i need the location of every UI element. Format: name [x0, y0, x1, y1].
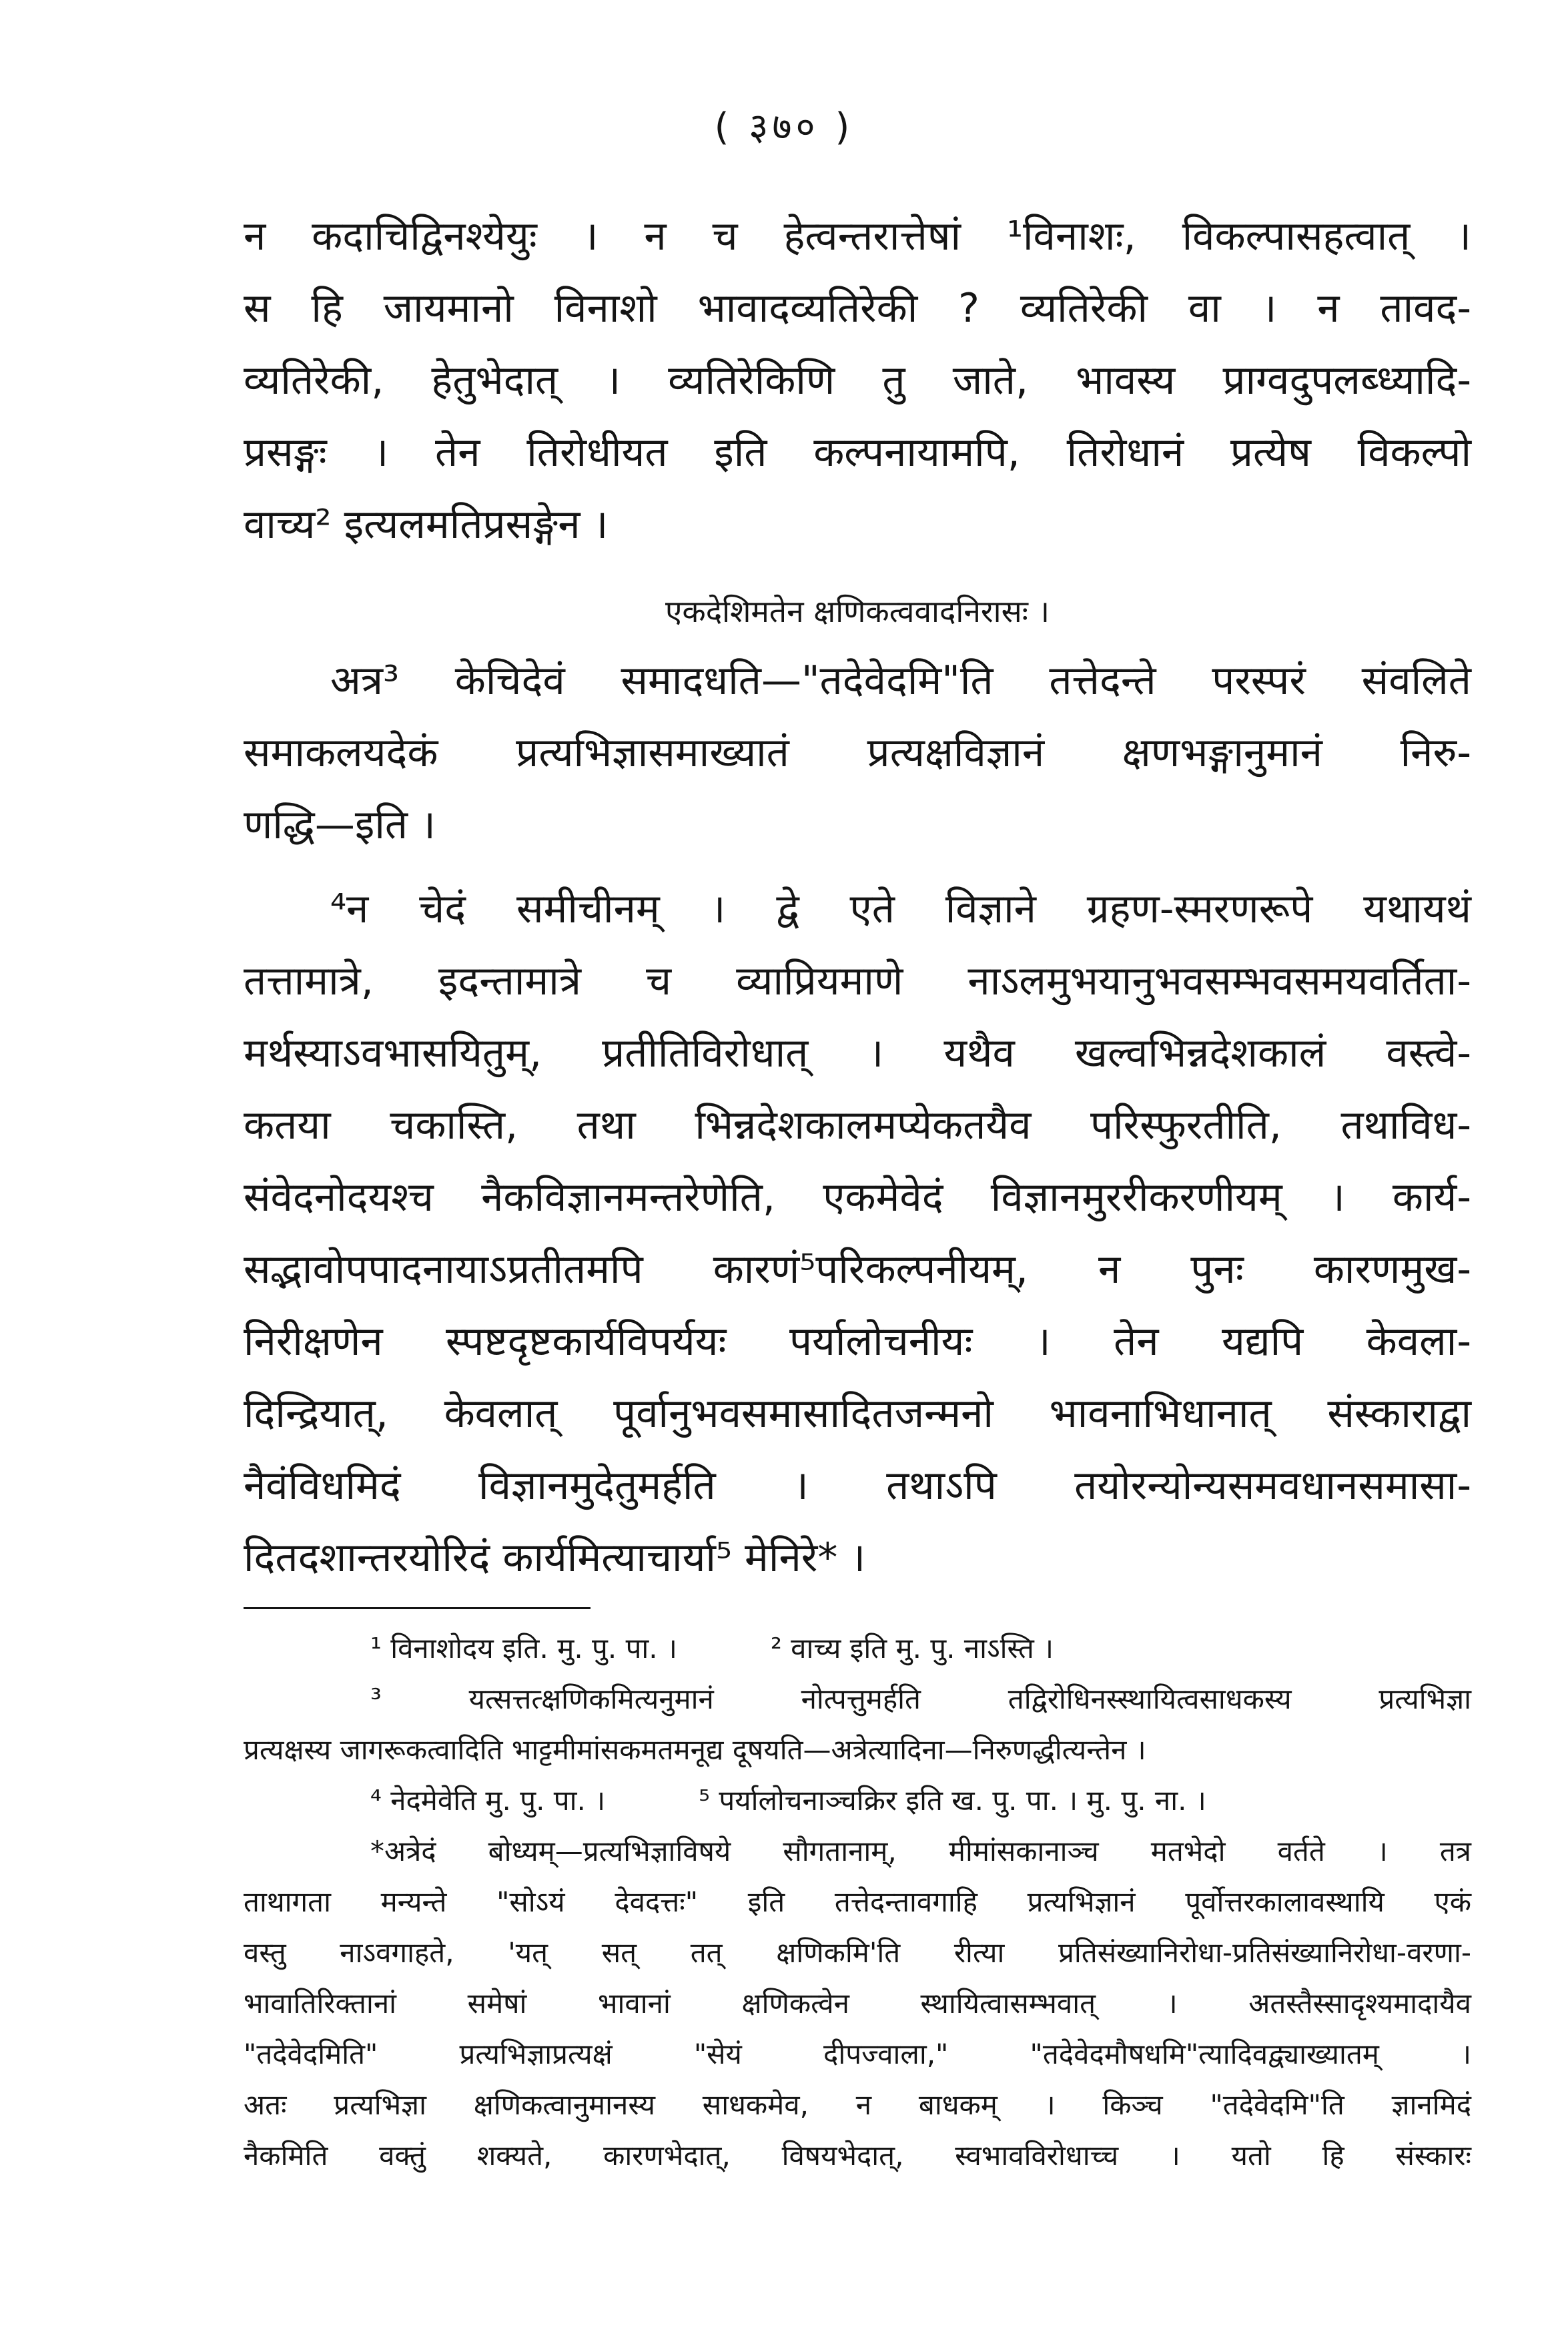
- footnote-divider: [244, 1607, 591, 1609]
- footnote-2: ² वाच्य इति मु. पु. नाऽस्ति ।: [770, 1632, 1054, 1665]
- text-line: प्रसङ्गः । तेन तिरोधीयत इति कल्पनायामपि, तिरोधानं प्रत्येष विकल्पो: [244, 429, 1471, 476]
- footnote-4: ⁴ नेदमेवेति मु. पु. पा. ।: [370, 1784, 606, 1817]
- footnote-star-cont: नैकमिति वक्तुं शक्यते, कारणभेदात्, विषयभेदात्, स्वभावविरोधाच्च । यतो हि संस्कारः: [244, 2139, 1471, 2172]
- text-line: सद्भावोपपादनायाऽप्रतीतमपि कारणं⁵परिकल्पनीयम्, न पुनः कारणमुख-: [244, 1246, 1471, 1293]
- text-line: न कदाचिद्विनश्येयुः । न च हेत्वन्तरात्तेषां ¹विनाशः, विकल्पासहत्वात् ।: [244, 213, 1471, 260]
- footnote-star-cont: ताथागता मन्यन्ते "सोऽयं देवदत्तः" इति तत्तेदन्तावगाहि प्रत्यभिज्ञानं पूर्वोत्तरकालावस्थायि एकं: [244, 1885, 1471, 1918]
- text-line: नैवंविधमिदं विज्ञानमुदेतुमर्हति । तथाऽपि तयोरन्योन्यसमवधानसमासा-: [244, 1462, 1471, 1509]
- footnote-star-cont: "तदेवेदमिति" प्रत्यभिज्ञाप्रत्यक्षं "सेयं दीपज्वाला," "तदेवेदमौषधमि"त्यादिवद्व्याख्यातम् ।: [244, 2038, 1471, 2070]
- main-text: [244, 200, 1471, 1594]
- text-line: संवेदनोदयश्च नैकविज्ञानमन्तरेणेति, एकमेवेदं विज्ञानमुररीकरणीयम् । कार्य-: [244, 1174, 1471, 1221]
- text-line: कतया चकास्ति, तथा भिन्नदेशकालमप्येकतयैव परिस्फुरतीति, तथाविध-: [244, 1102, 1471, 1149]
- footnote-5: ⁵ पर्यालोचनाञ्चक्रिर इति ख. पु. पा. । मु. पु. ना. ।: [699, 1784, 1206, 1817]
- page-number: ( ३७० ): [714, 105, 854, 149]
- footnote-star: *अत्रेदं बोध्यम्—प्रत्यभिज्ञाविषये सौगतानाम्, मीमांसकानाञ्च मतभेदो वर्तते । तत्र: [370, 1835, 1471, 1867]
- text-line: दिन्द्रियात्, केवलात् पूर्वानुभवसमासादितजन्मनो भावनाभिधानात् संस्काराद्वा: [244, 1390, 1471, 1437]
- text-line: स हि जायमानो विनाशो भावादव्यतिरेकी ? व्यतिरेकी वा । न तावद-: [244, 285, 1471, 332]
- section-heading: एकदेशिमतेन क्षणिकत्ववादनिरासः ।: [665, 593, 1050, 629]
- footnote-3: ³ यत्सत्तत्क्षणिकमित्यनुमानं नोत्पत्तुमर्हति तद्विरोधिनस्स्थायित्वसाधकस्य प्रत्यभिज्ञा: [370, 1683, 1471, 1715]
- footnote-star-cont: अतः प्रत्यभिज्ञा क्षणिकत्वानुमानस्य साधकमेव, न बाधकम् । किञ्च "तदेवेदमि"ति ज्ञानमिदं: [244, 2088, 1471, 2121]
- footnote-star-cont: वस्तु नाऽवगाहते, 'यत् सत् तत् क्षणिकमि'ति रीत्या प्रतिसंख्यानिरोधा-प्रतिसंख्यानिरोधा-वरणा-: [244, 1936, 1471, 1969]
- text-line: व्यतिरेकी, हेतुभेदात् । व्यतिरेकिणि तु जाते, भावस्य प्राग्वदुपलब्ध्यादि-: [244, 357, 1471, 404]
- text-line: वाच्य² इत्यलमतिप्रसङ्गेन ।: [244, 501, 609, 548]
- text-line: मर्थस्याऽवभासयितुम्, प्रतीतिविरोधात् । यथैव खल्वभिन्नदेशकालं वस्त्वे-: [244, 1030, 1471, 1077]
- text-line: समाकलयदेकं प्रत्यभिज्ञासमाख्यातं प्रत्यक्षविज्ञानं क्षणभङ्गानुमानं निरु-: [244, 729, 1471, 776]
- text-line: ⁴न चेदं समीचीनम् । द्वे एते विज्ञाने ग्रहण-स्मरणरूपे यथायथं: [330, 886, 1471, 932]
- text-line: णद्धि—इति ।: [244, 802, 436, 848]
- footnote-3-cont: प्रत्यक्षस्य जागरूकत्वादिति भाट्टमीमांसकमतमनूद्य दूषयति—अत्रेत्यादिना—निरुणद्धीत्यन्तेन ।: [244, 1733, 1146, 1766]
- text-line: अत्र³ केचिदेवं समादधति—"तदेवेदमि"ति तत्तेदन्ते परस्परं संवलिते: [330, 657, 1471, 704]
- footnote-line: [244, 1623, 1471, 1674]
- text-line: तत्तामात्रे, इदन्तामात्रे च व्याप्रियमाणे नाऽलमुभयानुभवसम्भवसमयवर्तिता-: [244, 958, 1471, 1004]
- footnote-line: [244, 1775, 1471, 1826]
- footnotes: [244, 1623, 1471, 2181]
- text-line: निरीक्षणेन स्पष्टदृष्टकार्यविपर्ययः पर्यालोचनीयः । तेन यद्यपि केवला-: [244, 1318, 1471, 1365]
- footnote-star-cont: भावातिरिक्तानां समेषां भावानां क्षणिकत्वेन स्थायित्वासम्भवात् । अतस्तैस्सादृश्यमादायैव: [244, 1987, 1471, 2020]
- footnote-1: ¹ विनाशोदय इति. मु. पु. पा. ।: [370, 1632, 677, 1665]
- text-line: दितदशान्तरयोरिदं कार्यमित्याचार्या⁵ मेनिरे* ।: [244, 1534, 866, 1581]
